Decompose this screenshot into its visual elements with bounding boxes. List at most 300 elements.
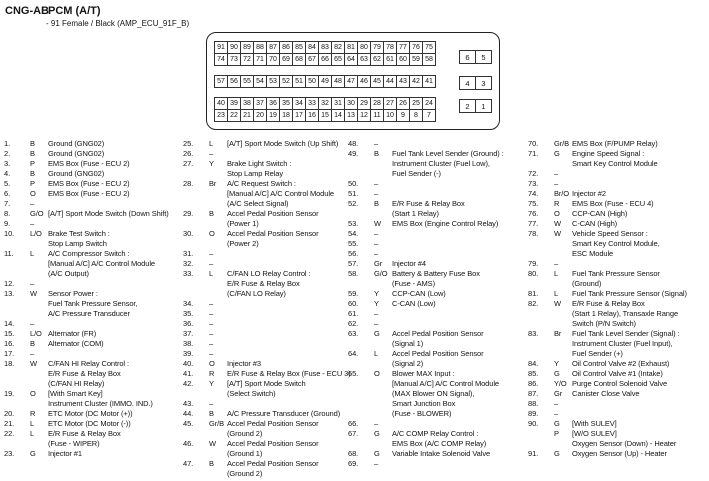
pin-entry-line [4,229,182,239]
pin-cell-77: 77 [396,41,410,54]
wire-color-code [374,399,392,409]
pin-cell-65: 65 [331,53,345,66]
pin-number: 50. [348,179,359,188]
pin-list-column-3 [348,139,526,469]
pin-entry-line [528,159,708,169]
pin-cell-36: 36 [266,97,280,110]
wire-color-code: Br [554,329,562,338]
pin-number: 74. [528,189,539,198]
pin-description: ETC Motor (DC Motor (-)) [48,419,131,428]
wire-color-code: – [209,339,214,348]
pin-description: Accel Pedal Position Sensor [227,209,319,218]
wire-color-code: – [30,219,35,228]
side-pin-pair [459,99,492,113]
pin-number [183,199,209,209]
wire-color-code: G [374,329,380,338]
wire-color-code [30,259,48,269]
pin-number [4,269,30,279]
pin-number: 64. [348,349,359,358]
wire-color-code [554,279,572,289]
pin-number: 49. [348,149,359,158]
wire-color-code: L [209,269,214,278]
pin-list-column-1 [4,139,182,459]
pin-number: 51. [348,189,359,198]
pin-cell-55: 55 [240,75,254,88]
pin-cell-21: 21 [240,109,254,122]
pin-cell-53: 53 [266,75,280,88]
pin-description: (MAX Blower ON Signal), [392,389,475,398]
pin-entry-line [528,319,708,329]
pin-entry-line [183,149,347,159]
side-pin-pair [459,50,492,64]
wire-color-code: O [374,369,380,378]
pin-entry-line [348,369,526,379]
pin-description: Smart Key Control Module, [572,239,660,248]
wire-color-code: Br/O [554,189,570,198]
pin-number: 21. [4,419,15,428]
pin-description: Variable Intake Solenoid Valve [392,449,491,458]
wire-color-code: O [30,389,36,398]
pin-entry-line [348,289,526,299]
pin-description: EMS Box (Engine Control Relay) [392,219,499,228]
pin-number: 5. [4,179,11,188]
pin-description: Accel Pedal Position Sensor [392,329,484,338]
pin-number: 35. [183,309,194,318]
wire-color-code: R [554,199,560,208]
pin-entry-line [348,339,526,349]
pin-entry-line [528,239,708,249]
wire-color-code: P [30,179,35,188]
pin-description: E/R Fuse & Relay Box [572,299,645,308]
pin-entry-line [528,379,708,389]
pin-description: (Signal 2) [392,359,424,368]
pin-number [183,389,209,399]
pin-number [348,379,374,389]
pin-number [4,439,30,449]
pin-number: 11. [4,249,14,258]
pin-number: 59. [348,289,359,298]
pin-cell-49: 49 [318,75,332,88]
pin-description: Fuel Tank Level Sender (Signal) : [572,329,680,338]
pin-cell-18: 18 [279,109,293,122]
wire-color-code: – [30,349,35,358]
pin-description: Injector #4 [392,259,426,268]
pin-number [528,319,554,329]
pin-entry-line [183,449,347,459]
wire-color-code: Y/O [554,379,567,388]
pin-description: C/FAN HI Relay Control : [48,359,129,368]
pin-number: 69. [348,459,359,468]
pin-entry-line [183,429,347,439]
pin-number: 15. [4,329,15,338]
pin-entry-line [348,299,526,309]
pin-entry-line [183,299,347,309]
pin-cell-81: 81 [344,41,358,54]
pin-number: 57. [348,259,359,268]
pin-cell-9: 9 [396,109,410,122]
wire-color-code: – [30,199,35,208]
pin-entry-line [4,319,182,329]
pin-description: Fuel Tank Pressure Sensor [572,269,660,278]
pin-cell-91: 91 [214,41,228,54]
pin-description: E/R Fuse & Relay Box [227,279,300,288]
pin-cell-22: 22 [227,109,241,122]
pin-number: 41. [183,369,194,378]
wire-color-code [30,299,48,309]
pin-description: A/C Compressor Switch : [48,249,130,258]
pin-number: 80. [528,269,539,278]
pin-entry-line [183,229,347,239]
pin-number: 55. [348,239,359,248]
pin-number: 76. [528,209,539,218]
pin-entry-line [528,179,708,189]
pin-entry-line [183,289,347,299]
pin-cell-32: 32 [318,97,332,110]
wire-color-code [374,409,392,419]
pin-cell-37: 37 [253,97,267,110]
pin-description: Accel Pedal Position Sensor [392,349,484,358]
pin-description: Fuel Sender (+) [572,349,623,358]
pin-number: 14. [4,319,15,328]
pin-entry-line [348,169,526,179]
pin-cell-51: 51 [292,75,306,88]
pin-entry-line [528,409,708,419]
pin-cell-72: 72 [240,53,254,66]
pin-entry-line [183,279,347,289]
pin-number: 29. [183,209,194,218]
wire-color-code: B [209,209,214,218]
pin-number [348,399,374,409]
wire-color-code: – [209,249,214,258]
pin-entry-line [4,359,182,369]
pin-entry-line [528,199,708,209]
pin-description: CCP-CAN (Low) [392,289,446,298]
pin-number: 90. [528,419,539,428]
pin-cell-31: 31 [331,97,345,110]
wire-color-code: B [209,409,214,418]
pin-entry-line [4,419,182,429]
wire-color-code: – [374,229,379,238]
pin-number: 70. [528,139,539,148]
pin-entry-line [528,229,708,239]
pin-number: 13. [4,289,15,298]
wire-color-code: – [374,249,379,258]
wire-color-code: O [209,229,215,238]
pin-cell-74: 74 [214,53,228,66]
pin-cell-23: 23 [214,109,228,122]
wire-color-code: – [374,189,379,198]
pin-number [348,359,374,369]
pin-cell-47: 47 [344,75,358,88]
pin-description: Alternator (COM) [48,339,104,348]
pin-description: Brake Test Switch : [48,229,110,238]
pin-entry-line [528,209,708,219]
pin-entry-line [4,439,182,449]
pin-cell-35: 35 [279,97,293,110]
pin-entry-line [528,439,708,449]
pin-description: Smart Key Control Module [572,159,658,168]
pin-number: 23. [4,449,15,458]
pin-entry-line [4,339,182,349]
pin-cell-44: 44 [383,75,397,88]
pin-number: 1. [4,139,11,148]
pin-cell-11: 11 [370,109,384,122]
pin-number: 67. [348,429,359,438]
pin-number: 19. [4,389,15,398]
pin-entry-line [4,179,182,189]
wire-color-code [30,239,48,249]
pin-number: 82. [528,299,539,308]
wire-color-code: – [554,169,559,178]
wire-color-code: – [374,319,379,328]
wire-color-code [374,209,392,219]
pin-cell-73: 73 [227,53,241,66]
wire-color-code: Gr [554,389,563,398]
wire-color-code: W [30,359,37,368]
pin-entry-line [4,289,182,299]
pin-cell-71: 71 [253,53,267,66]
wire-color-code [209,199,227,209]
pin-entry-line [528,339,708,349]
pin-description: (Fuse - AMS) [392,279,435,288]
pin-description: A/C Pressure Transducer [48,309,130,318]
pin-entry-line [183,469,347,479]
pin-entry-line [348,259,526,269]
pin-entry-line [348,319,526,329]
pin-number [528,309,554,319]
pin-number: 37. [183,329,194,338]
pin-description: (Ground) [572,279,602,288]
pin-number: 27. [183,159,194,168]
pin-cell-88: 88 [253,41,267,54]
wire-color-code [374,339,392,349]
pin-cell-48: 48 [331,75,345,88]
pin-number [4,299,30,309]
pin-block-0 [214,41,436,66]
pin-number [4,399,30,409]
pin-cell-42: 42 [409,75,423,88]
pin-entry-line [4,409,182,419]
pin-description: [A/T] Sport Mode Switch (Down Shift) [48,209,169,218]
pin-entry-line [528,149,708,159]
pin-entry-line [4,389,182,399]
pin-number: 54. [348,229,359,238]
pin-number: 18. [4,359,15,368]
wire-color-code: P [554,429,559,438]
pin-number [528,439,554,449]
pin-description: Instrument Cluster (Fuel Input), [572,339,673,348]
pin-description: [W/O SULEV] [572,429,617,438]
pin-number: 48. [348,139,359,148]
pin-number: 66. [348,419,359,428]
pin-description: Instrument Cluster (Fuel Low), [392,159,490,168]
wire-color-code [374,159,392,169]
pin-entry-line [183,319,347,329]
pin-number: 26. [183,149,194,158]
pin-number [4,259,30,269]
pin-number: 25. [183,139,194,148]
pin-description: Accel Pedal Position Sensor [227,459,319,468]
pin-description: E/R Fuse & Relay Box [392,199,465,208]
wire-color-code: Gr/B [554,139,570,148]
wire-color-code [209,279,227,289]
pin-entry-line [528,419,708,429]
wire-color-code: – [209,399,214,408]
pin-description: Vehicle Speed Sensor : [572,229,648,238]
pin-cell-4: 4 [459,76,476,90]
wire-color-code: G [554,149,560,158]
pin-description: (A/C Output) [48,269,89,278]
pin-cell-39: 39 [227,97,241,110]
wire-color-code: Y [209,379,214,388]
pin-entry-line [183,389,347,399]
pin-description: C-CAN (Low) [392,299,436,308]
pin-block-2 [214,97,436,122]
pin-entry-line [348,159,526,169]
pin-entry-line [348,349,526,359]
wire-color-code: – [554,399,559,408]
pin-number: 77. [528,219,539,228]
pin-description: Switch (P/N Switch) [572,319,636,328]
pin-entry-line [348,219,526,229]
pin-number: 40. [183,359,194,368]
pin-description: [A/T] Sport Mode Switch (Up Shift) [227,139,339,148]
wire-color-code [554,249,572,259]
pin-entry-line [4,269,182,279]
pin-description: EMS Box (Fuse - ECU 2) [48,159,130,168]
wire-color-code: Gr [374,259,383,268]
pin-description: CCP-CAN (High) [572,209,628,218]
pin-cell-1: 1 [475,99,492,113]
pin-entry-line [348,249,526,259]
pin-number: 78. [528,229,539,238]
wire-color-code: B [374,149,379,158]
pin-entry-line [183,219,347,229]
wire-color-code: B [30,339,35,348]
pin-number [183,429,209,439]
wire-color-code: – [374,139,379,148]
pin-entry-line [4,299,182,309]
pin-entry-line [528,349,708,359]
wire-color-code [374,389,392,399]
pin-cell-40: 40 [214,97,228,110]
pin-cell-34: 34 [292,97,306,110]
wire-color-code: R [209,369,215,378]
wire-color-code: Y [374,289,379,298]
wire-color-code: B [30,149,35,158]
pin-entry-line [528,389,708,399]
pin-description: Engine Speed Signal : [572,149,645,158]
wire-color-code: – [209,149,214,158]
pin-description: (Fuse - BLOWER) [392,409,452,418]
pin-entry-line [183,189,347,199]
wire-color-code: G [30,449,36,458]
pin-number: 10. [4,229,15,238]
pin-number: 75. [528,199,539,208]
pin-entry-line [4,279,182,289]
pin-description: Fuel Sender (-) [392,169,441,178]
pin-cell-50: 50 [305,75,319,88]
pin-number: 33. [183,269,194,278]
pin-number: 12. [4,279,15,288]
wire-color-code: G/O [374,269,388,278]
pin-cell-41: 41 [422,75,436,88]
pin-entry-line [183,439,347,449]
wire-color-code [554,439,572,449]
pin-number: 4. [4,169,11,178]
pin-entry-line [183,369,351,379]
pin-number: 58. [348,269,359,278]
wire-color-code: L [30,249,35,258]
pin-entry-line [348,449,526,459]
pin-description: Ground (GNG02) [48,149,105,158]
wire-color-code: – [374,309,379,318]
wire-color-code: L [554,289,559,298]
pin-description: E/R Fuse & Relay Box (Fuse - ECU 3) [227,369,351,378]
pin-number [183,289,209,299]
pin-cell-56: 56 [227,75,241,88]
pin-cell-19: 19 [266,109,280,122]
pin-entry-line [4,369,182,379]
pin-description: (Power 1) [227,219,259,228]
pin-description: A/C Pressure Transducer (Ground) [227,409,341,418]
pin-cell-43: 43 [396,75,410,88]
wire-color-code [30,379,48,389]
wire-color-code: – [209,299,214,308]
pin-entry-line [4,169,182,179]
pin-entry-line [183,169,347,179]
pin-number: 83. [528,329,539,338]
pin-number: 81. [528,289,539,298]
pin-cell-13: 13 [344,109,358,122]
pin-entry-line [528,299,708,309]
wire-color-code [374,359,392,369]
pin-number: 6. [4,189,11,198]
pin-description: Oil Control Valve #2 (Exhaust) [572,359,670,368]
pin-entry-line [4,259,182,269]
wire-color-code: – [209,259,214,268]
pin-entry-line [348,459,526,469]
pin-number: 84. [528,359,539,368]
pin-number: 22. [4,429,15,438]
pin-description: Battery & Battery Fuse Box [392,269,480,278]
pin-number [4,369,30,379]
wire-color-code: L [209,139,214,148]
pin-description: (Ground 2) [227,429,263,438]
pin-number: 73. [528,179,539,188]
pin-description: EMS Box (F/PUMP Relay) [572,139,658,148]
pin-number: 7. [4,199,11,208]
pin-number [348,339,374,349]
pin-description: Accel Pedal Position Sensor [227,439,319,448]
wire-color-code: – [554,179,559,188]
pin-number [183,449,209,459]
pin-cell-7: 7 [422,109,436,122]
pin-row [214,53,436,66]
pin-entry-line [183,259,347,269]
pin-cell-3: 3 [475,76,492,90]
pin-description: Brake Light Switch : [227,159,292,168]
pin-description: EMS Box (A/C COMP Relay) [392,439,487,448]
pin-cell-76: 76 [409,41,423,54]
pin-description: C-CAN (High) [572,219,618,228]
pin-entry-line [528,219,708,229]
pin-description: (Select Switch) [227,389,276,398]
pin-number: 91. [528,449,539,458]
pin-description: Fuel Tank Pressure Sensor, [48,299,138,308]
pin-block-1 [214,75,436,88]
connector-diagram [206,32,500,130]
